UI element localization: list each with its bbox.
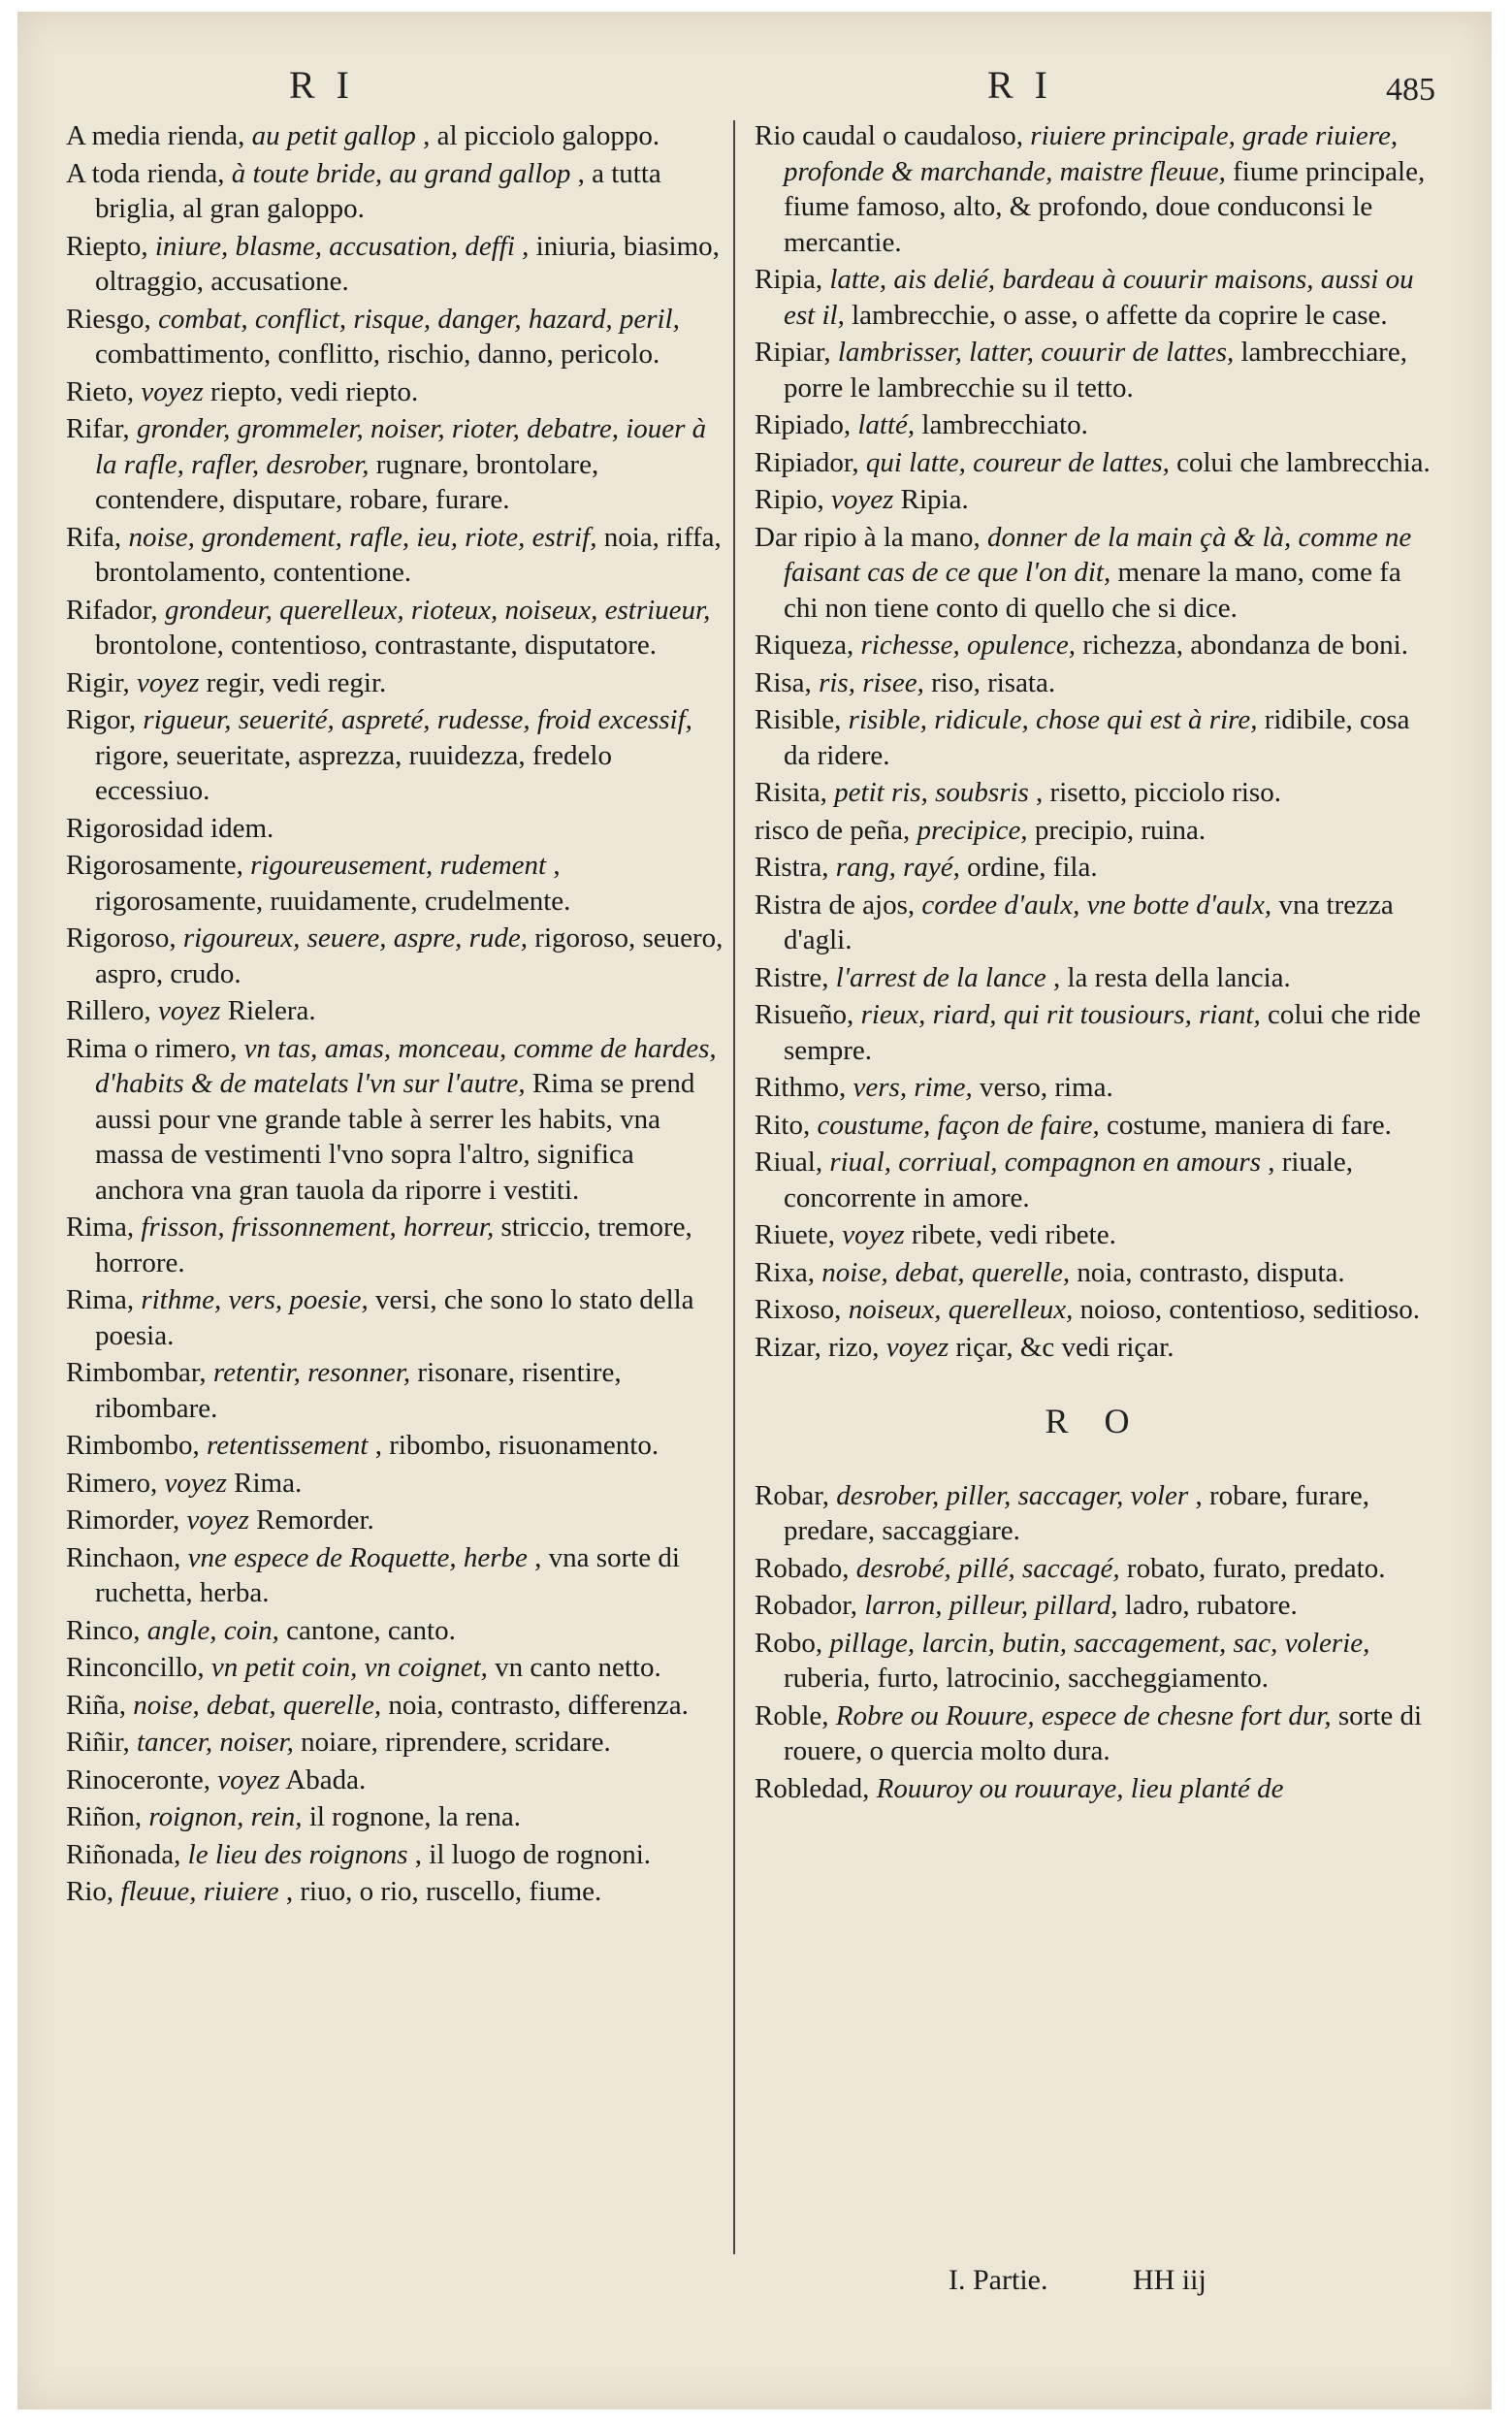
entry-french: à toute bride, au grand gallop (231, 157, 571, 189)
entry-french: roignon, rein, (148, 1801, 303, 1832)
dictionary-entry (755, 118, 1433, 260)
ri-entries (755, 118, 1433, 1365)
entry-french: riual, corriual, compagnon en amours (829, 1147, 1262, 1178)
entry-headword: Robledad, (755, 1772, 870, 1804)
dictionary-entry (755, 960, 1433, 996)
entry-headword: Rima, (66, 1284, 135, 1315)
entry-french: noise, debat, querelle, (133, 1689, 382, 1721)
entry-italian: robato, furato, predato. (1126, 1552, 1386, 1584)
entry-headword: Ripio, (755, 484, 824, 515)
dictionary-entry (66, 1540, 725, 1611)
entry-headword: Risueño, (755, 999, 854, 1030)
entry-italian: colui che ride sempre. (784, 999, 1421, 1066)
entry-headword: Ripia, (755, 264, 823, 295)
dictionary-entry (66, 229, 725, 300)
dictionary-entry (66, 848, 725, 919)
entry-french: desrobé, pillé, saccagé, (855, 1552, 1120, 1584)
dictionary-entry (755, 702, 1433, 773)
dictionary-entry (755, 1698, 1433, 1769)
entry-headword: Rieto, (66, 375, 135, 407)
entry-italian: brontolone, contentioso, contrastante, disputatore. (95, 630, 658, 661)
entry-french: retentir, resonner, (212, 1357, 411, 1388)
entry-headword: Risita, (755, 777, 827, 808)
entry-headword: Ristra de ajos, (755, 889, 916, 921)
dictionary-entry (66, 1503, 725, 1538)
entry-italian: , riuale, concorrente in amore. (784, 1147, 1354, 1213)
entry-headword: Rillero, (66, 995, 151, 1026)
entry-french: l'arrest de la lance (835, 961, 1046, 993)
entry-italian: rigore, seueritate, asprezza, ruuidezza, fredelo eccessiuo. (95, 739, 612, 806)
entry-headword: Rima, (66, 1212, 135, 1243)
dictionary-entry (66, 1874, 725, 1910)
entry-headword: Riñonada, (66, 1838, 181, 1870)
entry-french: richesse, opulence, (860, 630, 1076, 661)
entry-french: voyez (141, 375, 204, 407)
entry-headword: risco de peña, (755, 814, 911, 846)
entry-italian: noiare, riprendere, scridare. (301, 1727, 611, 1758)
dictionary-entry (755, 1217, 1433, 1253)
entry-italian: , vna sorte di ruchetta, herba. (95, 1541, 680, 1608)
entry-italian: Rima se prend aussi pour vne grande table à serrer les habits, vna massa de vestimenti l'vno sopra l'altro, significa anchora vna gran tauola da riporre i vestiti. (95, 1068, 695, 1206)
ro-entries (755, 1478, 1433, 1807)
entry-headword: Rifar, (66, 413, 130, 444)
entry-headword: Rizar, rizo, (755, 1331, 880, 1363)
entry-french: iniure, blasme, accusation, deffi (154, 230, 515, 262)
dictionary-entry (755, 1330, 1433, 1366)
page-number: 485 (1386, 72, 1435, 108)
entry-italian: , riuo, o rio, ruscello, fiume. (285, 1876, 602, 1907)
dictionary-entry (66, 1688, 725, 1724)
running-head-right: R I (987, 63, 1053, 107)
entry-italian: colui che lambrecchia. (1176, 446, 1431, 478)
entry-headword: Rimbombo, (66, 1430, 200, 1461)
dictionary-entry (755, 997, 1433, 1068)
dictionary-entry (66, 702, 725, 809)
entry-italian: , iniuria, biasimo, oltraggio, accusatione. (95, 230, 720, 297)
dictionary-entry (66, 302, 725, 372)
entry-french: latte, ais delié, bardeau à couurir maisons, aussi ou est il, (784, 264, 1414, 331)
section-heading: R O (1045, 1402, 1143, 1440)
entry-french: larron, pilleur, pillard, (864, 1590, 1118, 1621)
entry-headword: Robar, (755, 1479, 829, 1511)
entry-headword: Rigor, (66, 704, 137, 735)
dictionary-entry (755, 1588, 1433, 1624)
entry-headword: Ristra, (755, 852, 829, 883)
dictionary-entry (66, 921, 725, 991)
entry-french: noise, debat, querelle, (821, 1256, 1071, 1288)
signature-mark: HH iij (1132, 2264, 1206, 2296)
entry-french: voyez (830, 484, 894, 515)
entry-french: qui latte, coureur de lattes, (865, 446, 1170, 478)
entry-headword: Rixoso, (755, 1294, 842, 1325)
book-page (17, 12, 1492, 2409)
entry-headword: Riña, (66, 1689, 127, 1721)
entry-headword: Rinconcillo, (66, 1652, 205, 1683)
entry-french: ris, risee, (819, 666, 924, 698)
dictionary-entry (755, 628, 1433, 663)
entry-italian: Ripia. (900, 484, 969, 515)
entry-french: rieux, riard, qui rit tousiours, riant, (860, 999, 1261, 1030)
entry-french: Rouuroy ou rouuraye, lieu planté de (876, 1772, 1284, 1804)
entry-italian: versi, che sono lo stato della poesia. (95, 1284, 694, 1351)
entry-headword: A media rienda, (66, 120, 245, 151)
dictionary-entry (755, 888, 1433, 958)
entry-italian: riçar, &c vedi riçar. (955, 1331, 1174, 1363)
entry-headword: Rithmo, (755, 1072, 847, 1103)
dictionary-entry (755, 1145, 1433, 1215)
entry-italian: ribete, vedi ribete. (911, 1219, 1116, 1250)
entry-italian: lambrecchiato. (921, 409, 1088, 440)
entry-headword: Rio caudal o caudaloso, (755, 120, 1024, 151)
dictionary-entry (66, 118, 725, 154)
dictionary-entry (755, 482, 1433, 518)
entry-italian: verso, rima. (980, 1072, 1113, 1103)
dictionary-entry (66, 411, 725, 518)
dictionary-entry (66, 1613, 725, 1649)
entry-headword: Robador, (755, 1590, 857, 1621)
entry-italian: riepto, vedi riepto. (210, 375, 419, 407)
dictionary-entry (66, 1355, 725, 1426)
entry-italian: striccio, tremore, horrore. (95, 1212, 692, 1278)
entry-italian: noioso, contentioso, seditioso. (1079, 1294, 1421, 1325)
entry-headword: Riesgo, (66, 303, 151, 335)
entry-french: vn tas, amas, monceau, comme de hardes, d'habits & de matelats l'vn sur l'autre, (95, 1032, 717, 1099)
entry-french: donner de la main çà & là, comme ne faisant cas de ce que l'on dit, (784, 521, 1412, 588)
entry-italian: , robare, furare, predare, saccaggiare. (784, 1479, 1369, 1546)
entry-french: rigoureux, seuere, aspre, rude, (182, 922, 529, 954)
entry-italian: ordine, fila. (967, 852, 1098, 883)
dictionary-entry (66, 1725, 725, 1761)
entry-headword: Riuete, (755, 1219, 835, 1250)
entry-headword: Rifador, (66, 594, 158, 626)
entry-italian: regir, vedi regir. (206, 666, 387, 698)
entry-italian: , a tutta briglia, al gran galoppo. (95, 157, 661, 224)
entry-italian: cantone, canto. (286, 1614, 456, 1646)
entry-italian: , risetto, picciolo riso. (1036, 777, 1281, 808)
entry-headword: Riual, (755, 1147, 823, 1178)
entry-french: noise, grondement, rafle, ieu, riote, estrif, (128, 521, 597, 553)
entry-italian: ridibile, cosa da ridere. (784, 704, 1410, 771)
entry-headword: Riqueza, (755, 630, 854, 661)
page-footer (949, 2264, 1206, 2297)
entry-headword: Riepto, (66, 230, 148, 262)
dictionary-entry (66, 1282, 725, 1353)
entry-french: latté, (857, 409, 916, 440)
entry-italian: ruberia, furto, latrocinio, saccheggiamento. (784, 1663, 1270, 1694)
dictionary-entry (66, 1428, 725, 1464)
entry-italian: , il luogo de rognoni. (414, 1838, 652, 1870)
dictionary-entry (755, 407, 1433, 443)
entry-french: le lieu des roignons (187, 1838, 408, 1870)
entry-french: voyez (136, 666, 200, 698)
dictionary-entry (66, 665, 725, 701)
entry-italian: costume, maniera di fare. (1107, 1109, 1392, 1141)
entry-italian: sorte di rouere, o quercia molto dura. (784, 1699, 1423, 1766)
entry-headword: Riñon, (66, 1801, 143, 1832)
entry-italian: , ribombo, risuonamento. (374, 1430, 659, 1461)
entry-french: voyez (842, 1219, 905, 1250)
entry-italian: ladro, rubatore. (1124, 1590, 1298, 1621)
dictionary-entry (66, 520, 725, 591)
entry-italian: Rielera. (227, 995, 316, 1026)
dictionary-entry (755, 262, 1433, 333)
left-column (66, 118, 725, 1912)
entry-headword: Ristre, (755, 961, 829, 993)
entry-headword: Rinchaon, (66, 1541, 181, 1573)
dictionary-entry (66, 1799, 725, 1835)
entry-french: coustume, façon de faire, (817, 1109, 1100, 1141)
entry-headword: Rigorosidad (66, 812, 204, 844)
dictionary-entry (755, 1070, 1433, 1106)
dictionary-entry (755, 1108, 1433, 1144)
dictionary-entry (755, 1255, 1433, 1291)
entry-headword: Rigorosamente, (66, 850, 243, 881)
entry-italian: risonare, risentire, ribombare. (95, 1357, 622, 1424)
entry-french: grondeur, querelleux, rioteux, noiseux, estriueur, (164, 594, 711, 626)
entry-french: pillage, larcin, butin, saccagement, sac, volerie, (829, 1627, 1370, 1659)
entry-italian: lambrecchiare, porre le lambrecchie su il tetto. (784, 337, 1407, 404)
dictionary-entry (755, 665, 1433, 701)
entry-italian: rigoroso, seuero, aspro, crudo. (95, 922, 724, 989)
entry-french: gronder, grommeler, noiser, rioter, debatre, iouer à la rafle, rafler, desrober, (95, 413, 707, 480)
entry-italian: , al picciolo galoppo. (423, 120, 660, 151)
entry-italian: rugnare, brontolare, contendere, disputare, robare, furare. (95, 448, 599, 515)
entry-italian: combattimento, conflitto, rischio, danno, pericolo. (95, 339, 660, 370)
dictionary-entry (755, 445, 1433, 481)
entry-headword: Dar ripio à la mano, (755, 521, 981, 553)
entry-headword: Roble, (755, 1699, 829, 1731)
entry-french: desrober, piller, saccager, voler (836, 1479, 1189, 1511)
entry-headword: Rimero, (66, 1467, 158, 1499)
dictionary-entry (66, 593, 725, 663)
entry-french: vers, rime, (853, 1072, 973, 1103)
dictionary-entry (755, 1292, 1433, 1328)
entry-french: voyez (186, 1504, 249, 1536)
dictionary-entry (66, 374, 725, 410)
entry-italian: richezza, abondanza de boni. (1082, 630, 1408, 661)
entry-italian: precipio, ruina. (1034, 814, 1206, 846)
entry-french: combat, conflict, risque, danger, hazard, peril, (158, 303, 680, 335)
entry-french: Robre ou Rouure, espece de chesne fort dur, (835, 1699, 1332, 1731)
entry-french: rithme, vers, poesie, (141, 1284, 369, 1315)
dictionary-entry (66, 1031, 725, 1209)
entry-headword: Rimbombar, (66, 1357, 207, 1388)
entry-italian: idem. (210, 812, 274, 844)
entry-headword: Risible, (755, 704, 842, 735)
entry-french: rigoureusement, rudement (250, 850, 547, 881)
column-divider (733, 120, 735, 2254)
entry-french: vne espece de Roquette, herbe (187, 1541, 528, 1573)
footer-part: I. Partie. (949, 2264, 1048, 2296)
entry-italian: il rognone, la rena. (308, 1801, 522, 1832)
entry-french: angle, coin, (146, 1614, 279, 1646)
entry-french: noiseux, querelleux, (848, 1294, 1074, 1325)
dictionary-entry (755, 335, 1433, 405)
entry-headword: Rinco, (66, 1614, 141, 1646)
entry-headword: Rinoceronte, (66, 1763, 210, 1795)
entry-french: au petit gallop (251, 120, 416, 151)
entry-french: rigueur, seuerité, aspreté, rudesse, froid excessif, (143, 704, 692, 735)
entry-french: voyez (164, 1467, 227, 1499)
dictionary-entry (66, 1466, 725, 1502)
entry-italian: menare la mano, come fa chi non tiene conto di quello che si dice. (784, 557, 1401, 624)
right-column (755, 118, 1433, 1808)
dictionary-entry (66, 1210, 725, 1280)
entry-headword: A toda rienda, (66, 157, 225, 189)
entry-french: lambrisser, latter, couurir de lattes, (837, 337, 1235, 368)
dictionary-entry (66, 156, 725, 227)
dictionary-entry (755, 1771, 1433, 1807)
entry-italian: Abada. (285, 1763, 367, 1795)
dictionary-entry (755, 813, 1433, 849)
entry-headword: Robado, (755, 1552, 850, 1584)
entry-french: voyez (885, 1331, 949, 1363)
entry-french: riuiere principale, grade riuiere, profonde & marchande, maistre fleuue, (784, 120, 1399, 187)
entry-italian: Remorder. (256, 1504, 374, 1536)
entry-french: rang, rayé, (835, 852, 960, 883)
entry-italian: , rigorosamente, ruuidamente, crudelmente. (95, 850, 571, 917)
dictionary-entry (66, 1837, 725, 1873)
entry-italian: , la resta della lancia. (1052, 961, 1291, 993)
entry-italian: riso, risata. (931, 666, 1056, 698)
entry-italian: fiume principale, fiume famoso, alto, & profondo, doue conduconsi le mercantie. (784, 155, 1426, 258)
entry-french: retentissement (207, 1430, 369, 1461)
entry-italian: noia, riffa, brontolamento, contentione. (95, 521, 722, 588)
entry-italian: Rima. (234, 1467, 303, 1499)
entry-italian: vn canto netto. (495, 1652, 661, 1683)
entry-french: voyez (217, 1763, 280, 1795)
entry-headword: Rifa, (66, 521, 122, 553)
entry-french: voyez (158, 995, 221, 1026)
entry-headword: Ripiar, (755, 337, 831, 368)
entry-french: precipice, (917, 814, 1028, 846)
entry-french: frisson, frissonnement, horreur, (141, 1212, 495, 1243)
dictionary-entry (755, 1626, 1433, 1697)
dictionary-entry (66, 1762, 725, 1798)
entry-headword: Ripiado, (755, 409, 852, 440)
entry-french: vn petit coin, vn coignet, (210, 1652, 488, 1683)
entry-headword: Robo, (755, 1627, 823, 1659)
entry-headword: Risa, (755, 666, 812, 698)
entry-headword: Rito, (755, 1109, 811, 1141)
entry-headword: Rixa, (755, 1256, 816, 1288)
dictionary-entry (755, 850, 1433, 886)
entry-french: petit ris, soubsris (834, 777, 1029, 808)
dictionary-entry (66, 811, 725, 847)
entry-headword: Rima o rimero, (66, 1032, 238, 1064)
entry-headword: Rio, (66, 1876, 114, 1907)
dictionary-entry (66, 993, 725, 1029)
entry-french: cordee d'aulx, vne botte d'aulx, (921, 889, 1272, 921)
entry-italian: noia, contrasto, disputa. (1077, 1256, 1345, 1288)
dictionary-entry (755, 1551, 1433, 1587)
entry-italian: lambrecchie, o asse, o affette da coprire le case. (852, 299, 1388, 331)
entry-french: tancer, noiser, (136, 1727, 294, 1758)
entry-headword: Rimorder, (66, 1504, 180, 1536)
dictionary-entry (755, 1478, 1433, 1549)
entry-headword: Rigoroso, (66, 922, 177, 954)
entry-italian: vna trezza d'agli. (784, 889, 1394, 955)
dictionary-entry (66, 1650, 725, 1686)
dictionary-entry (755, 520, 1433, 627)
entry-italian: noia, contrasto, differenza. (388, 1689, 689, 1721)
entry-french: fleuue, riuiere (120, 1876, 279, 1907)
entry-french: risible, ridicule, chose qui est à rire, (848, 704, 1258, 735)
dictionary-entry (755, 775, 1433, 811)
running-head-left: R I (289, 63, 355, 107)
entry-headword: Rigir, (66, 666, 130, 698)
entry-headword: Riñir, (66, 1727, 130, 1758)
entry-headword: Ripiador, (755, 446, 859, 478)
